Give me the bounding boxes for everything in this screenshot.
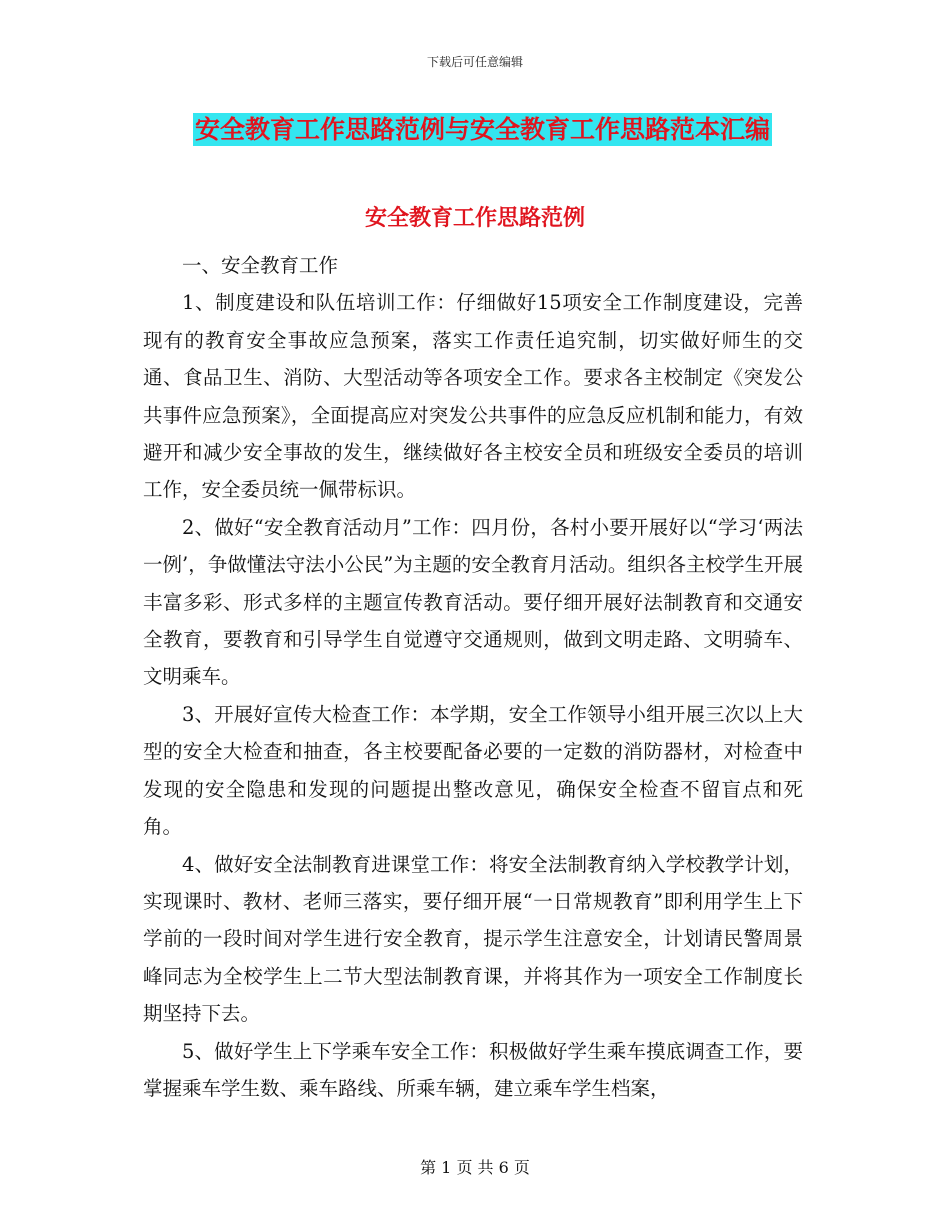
body-paragraph: 1、制度建设和队伍培训工作：仔细做好15项安全工作制度建设，完善现有的教育安全事故应急预案，落实工作责任追究制，切实做好师生的交通、食品卫生、消防、大型活动等各项安全工作。要求各主校制定《突发公共事件应急预案》，全面提高应对突发公共事件的应急反应机制和能力，有效避开和减少安全事故的发生，继续做好各主校安全员和班级安全委员的培训工作，安全委员统一佩带标识。 bbox=[143, 291, 803, 502]
page-footer: 第 1 页 共 6 页 bbox=[420, 1158, 530, 1177]
header-note: 下载后可任意编辑 bbox=[426, 55, 523, 69]
section-heading: 一、安全教育工作 bbox=[182, 254, 339, 277]
body-paragraph: 4、做好安全法制教育进课堂工作：将安全法制教育纳入学校教学计划，实现课时、教材、老师三落实，要仔细开展“一日常规教育”即利用学生上下学前的一段时间对学生进行安全教育，提示学生注意安全，计划请民警周景峰同志为全校学生上二节大型法制教育课，并将其作为一项安全工作制度长期坚持下去。 bbox=[143, 852, 803, 1026]
document-body bbox=[143, 247, 803, 1107]
document-main-title: 安全教育工作思路范例与安全教育工作思路范本汇编 bbox=[195, 115, 771, 144]
document-sub-title: 安全教育工作思路范例 bbox=[364, 206, 585, 231]
body-paragraph: 3、开展好宣传大检查工作：本学期，安全工作领导小组开展三次以上大型的安全大检查和抽查，各主校要配备必要的一定数的消防器材，对检查中发现的安全隐患和发现的问题提出整改意见，确保安全检查不留盲点和死角。 bbox=[143, 702, 803, 839]
body-paragraph: 5、做好学生上下学乘车安全工作：积极做好学生乘车摸底调查工作，要掌握乘车学生数、乘车路线、所乘车辆，建立乘车学生档案， bbox=[143, 1039, 803, 1100]
body-paragraph: 2、做好“安全教育活动月”工作：四月份，各村小要开展好以“学习‘两法一例’，争做懂法守法小公民”为主题的安全教育月活动。组织各主校学生开展丰富多彩、形式多样的主题宣传教育活动。要仔细开展好法制教育和交通安全教育，要教育和引导学生自觉遵守交通规则，做到文明走路、文明骑车、文明乘车。 bbox=[143, 515, 803, 689]
